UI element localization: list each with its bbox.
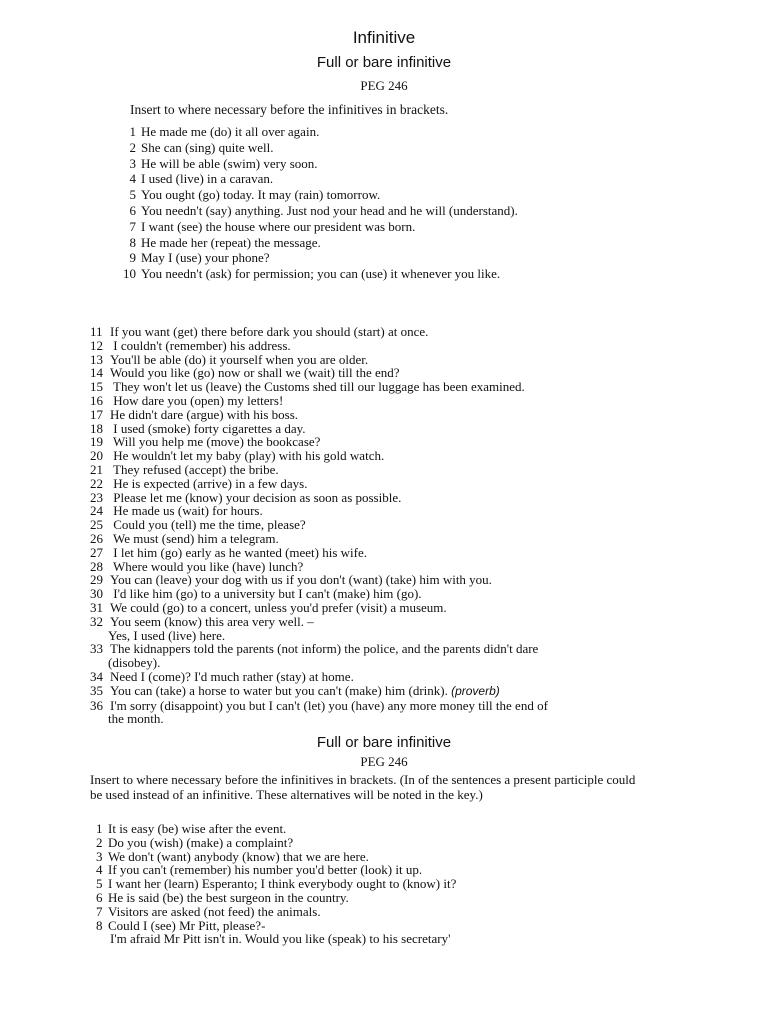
exercise-item <box>96 877 456 891</box>
item-number: 13 <box>90 351 103 367</box>
exercise-item <box>90 339 650 353</box>
item-number: 5 <box>129 187 136 203</box>
exercise-item <box>90 353 650 367</box>
exercise-item <box>126 171 518 187</box>
item-text: Please let me (know) your decision as soon as possible. <box>110 489 402 505</box>
item-text: You seem (know) this area very well. – <box>110 613 314 629</box>
proverb-tag: (proverb) <box>451 683 500 698</box>
item-number: 14 <box>90 365 103 381</box>
item-text: You can (take) a horse to water but you can't (make) him (drink). <box>110 682 448 698</box>
exercise-item <box>126 124 518 140</box>
item-number: 4 <box>129 171 136 187</box>
item-number: 25 <box>90 517 103 533</box>
exercise-item <box>96 905 456 919</box>
exercise-item <box>90 380 650 394</box>
item-text: I'm sorry (disappoint) you but I can't (let) you (have) any more money till the end of <box>110 697 548 713</box>
item-number: 18 <box>90 420 103 436</box>
exercise-item <box>90 532 650 546</box>
item-number: 7 <box>96 903 103 919</box>
item-number: 4 <box>96 862 103 878</box>
exercise-item <box>126 187 518 203</box>
section-instruction: Insert to where necessary before the infinitives in brackets. (In of the sentences a present participle could be used instead of an infinitive. These alternatives will be noted in the key.) <box>90 772 636 803</box>
item-number: 19 <box>90 434 103 450</box>
exercise-item <box>126 203 518 219</box>
item-text: He is said (be) the best surgeon in the country. <box>108 889 349 905</box>
item-number: 11 <box>90 324 103 339</box>
exercise-item <box>96 863 456 877</box>
exercise-item <box>90 684 650 699</box>
item-number: 33 <box>90 641 103 657</box>
item-text: You'll be able (do) it yourself when you are older. <box>110 351 369 367</box>
item-number: 2 <box>96 834 103 850</box>
exercise-item <box>90 560 650 574</box>
exercise-instruction: Insert to where necessary before the infinitives in brackets. <box>130 102 449 117</box>
item-number: 6 <box>129 202 136 218</box>
exercise-item <box>126 156 518 172</box>
exercise-item <box>90 325 650 339</box>
item-text: He is expected (arrive) in a few days. <box>110 475 308 491</box>
exercise-item <box>126 219 518 235</box>
item-number: 8 <box>96 917 103 933</box>
item-number: 21 <box>90 461 103 477</box>
item-number: 27 <box>90 544 103 560</box>
item-text: Could I (see) Mr Pitt, please?- <box>108 917 266 933</box>
item-text: She can (sing) quite well. <box>141 139 274 155</box>
exercise-item <box>90 477 650 491</box>
exercise-item <box>90 435 650 449</box>
exercise-item <box>90 573 650 587</box>
exercise-item <box>90 670 650 684</box>
item-text: How dare you (open) my letters! <box>110 392 284 408</box>
item-text: It is easy (be) wise after the event. <box>108 821 287 836</box>
exercise-item <box>96 836 456 850</box>
exercise-item <box>126 140 518 156</box>
item-text: Would you like (go) now or shall we (wait) till the end? <box>110 365 400 381</box>
item-text: He wouldn't let my baby (play) with his gold watch. <box>110 448 385 464</box>
item-text: Where would you like (have) lunch? <box>110 558 304 574</box>
item-number: 1 <box>129 124 136 139</box>
item-text: You needn't (say) anything. Just nod your head and he will (understand). <box>141 202 518 218</box>
exercise-item <box>90 491 650 505</box>
item-number: 6 <box>96 889 103 905</box>
item-number: 7 <box>129 218 136 234</box>
exercise-item <box>90 699 650 727</box>
item-number: 24 <box>90 503 103 519</box>
item-number: 36 <box>90 697 103 713</box>
exercise-item <box>90 463 650 477</box>
section-reference: PEG 246 <box>360 754 408 769</box>
exercise-item <box>90 615 650 643</box>
item-text: I want her (learn) Esperanto; I think everybody ought to (know) it? <box>108 876 457 892</box>
page-title: Infinitive <box>352 28 416 47</box>
item-number: 35 <box>90 682 103 698</box>
item-text: We must (send) him a telegram. <box>110 530 279 546</box>
item-number: 1 <box>96 821 103 836</box>
exercise-item <box>90 422 650 436</box>
item-text: Visitors are asked (not feed) the animals. <box>108 903 321 919</box>
item-number: 12 <box>90 337 103 353</box>
exercise-list-3 <box>96 822 456 946</box>
exercise-item <box>90 366 650 380</box>
item-number: 10 <box>123 266 136 282</box>
exercise-item <box>96 850 456 864</box>
item-text: He made me (do) it all over again. <box>141 124 320 139</box>
item-text: They won't let us (leave) the Customs shed till our luggage has been examined. <box>110 379 525 395</box>
exercise-item <box>96 891 456 905</box>
item-text: We could (go) to a concert, unless you'd prefer (visit) a museum. <box>110 599 447 615</box>
item-number: 17 <box>90 406 103 422</box>
exercise-item <box>90 504 650 518</box>
item-number: 31 <box>90 599 103 615</box>
exercise-item <box>123 266 518 282</box>
item-continuation: (disobey). <box>108 655 161 671</box>
exercise-item <box>90 546 650 560</box>
item-text: They refused (accept) the bribe. <box>110 461 279 477</box>
item-text: You can (leave) your dog with us if you don't (want) (take) him with you. <box>110 572 492 588</box>
page-subtitle: Full or bare infinitive <box>316 54 452 71</box>
item-text: He made her (repeat) the message. <box>141 234 321 250</box>
item-number: 32 <box>90 613 103 629</box>
item-number: 3 <box>96 848 103 864</box>
item-text: May I (use) your phone? <box>141 250 270 266</box>
item-text: I let him (go) early as he wanted (meet) his wife. <box>110 544 368 560</box>
exercise-item <box>126 235 518 251</box>
exercise-item <box>90 408 650 422</box>
section-subtitle: Full or bare infinitive <box>316 734 452 751</box>
item-text: I'd like him (go) to a university but I can't (make) him (go). <box>110 586 422 602</box>
item-number: 23 <box>90 489 103 505</box>
item-number: 20 <box>90 448 103 464</box>
item-text: You needn't (ask) for permission; you can (use) it whenever you like. <box>141 266 501 282</box>
item-continuation: the month. <box>108 711 164 727</box>
item-continuation: Yes, I used (live) here. <box>108 627 226 643</box>
item-text: He will be able (swim) very soon. <box>141 155 318 171</box>
exercise-list-1 <box>123 124 518 282</box>
exercise-item <box>90 587 650 601</box>
item-continuation: I'm afraid Mr Pitt isn't in. Would you like (speak) to his secretary' <box>110 931 451 947</box>
exercise-item <box>90 394 650 408</box>
item-text: We don't (want) anybody (know) that we are here. <box>108 848 369 864</box>
item-number: 26 <box>90 530 103 546</box>
item-number: 3 <box>129 155 136 171</box>
item-number: 15 <box>90 379 103 395</box>
exercise-item <box>96 919 456 947</box>
exercise-item <box>96 822 456 836</box>
item-text: I couldn't (remember) his address. <box>110 337 291 353</box>
item-number: 9 <box>129 250 136 266</box>
item-number: 8 <box>129 234 136 250</box>
item-text: If you can't (remember) his number you'd better (look) it up. <box>108 862 423 878</box>
item-text: I used (live) in a caravan. <box>141 171 274 187</box>
item-number: 5 <box>96 876 103 892</box>
item-text: Do you (wish) (make) a complaint? <box>108 834 294 850</box>
grammar-reference: PEG 246 <box>360 78 408 93</box>
item-number: 22 <box>90 475 103 491</box>
exercise-item <box>90 518 650 532</box>
item-text: If you want (get) there before dark you should (start) at once. <box>110 324 429 339</box>
item-text: Could you (tell) me the time, please? <box>110 517 306 533</box>
item-text: He didn't dare (argue) with his boss. <box>110 406 299 422</box>
item-text: The kidnappers told the parents (not inform) the police, and the parents didn't dare <box>110 641 539 657</box>
item-text: I want (see) the house where our president was born. <box>141 218 416 234</box>
exercise-list-2 <box>90 325 650 726</box>
exercise-item <box>90 449 650 463</box>
item-number: 34 <box>90 668 103 684</box>
item-number: 2 <box>129 139 136 155</box>
item-number: 28 <box>90 558 103 574</box>
exercise-item <box>90 642 650 670</box>
exercise-item <box>90 601 650 615</box>
exercise-item <box>126 250 518 266</box>
item-text: Will you help me (move) the bookcase? <box>110 434 321 450</box>
item-text: Need I (come)? I'd much rather (stay) at home. <box>110 668 354 684</box>
item-text: I used (smoke) forty cigarettes a day. <box>110 420 306 436</box>
item-number: 30 <box>90 586 103 602</box>
item-number: 16 <box>90 392 103 408</box>
item-text: He made us (wait) for hours. <box>110 503 263 519</box>
item-number: 29 <box>90 572 103 588</box>
item-text: You ought (go) today. It may (rain) tomorrow. <box>141 187 381 203</box>
